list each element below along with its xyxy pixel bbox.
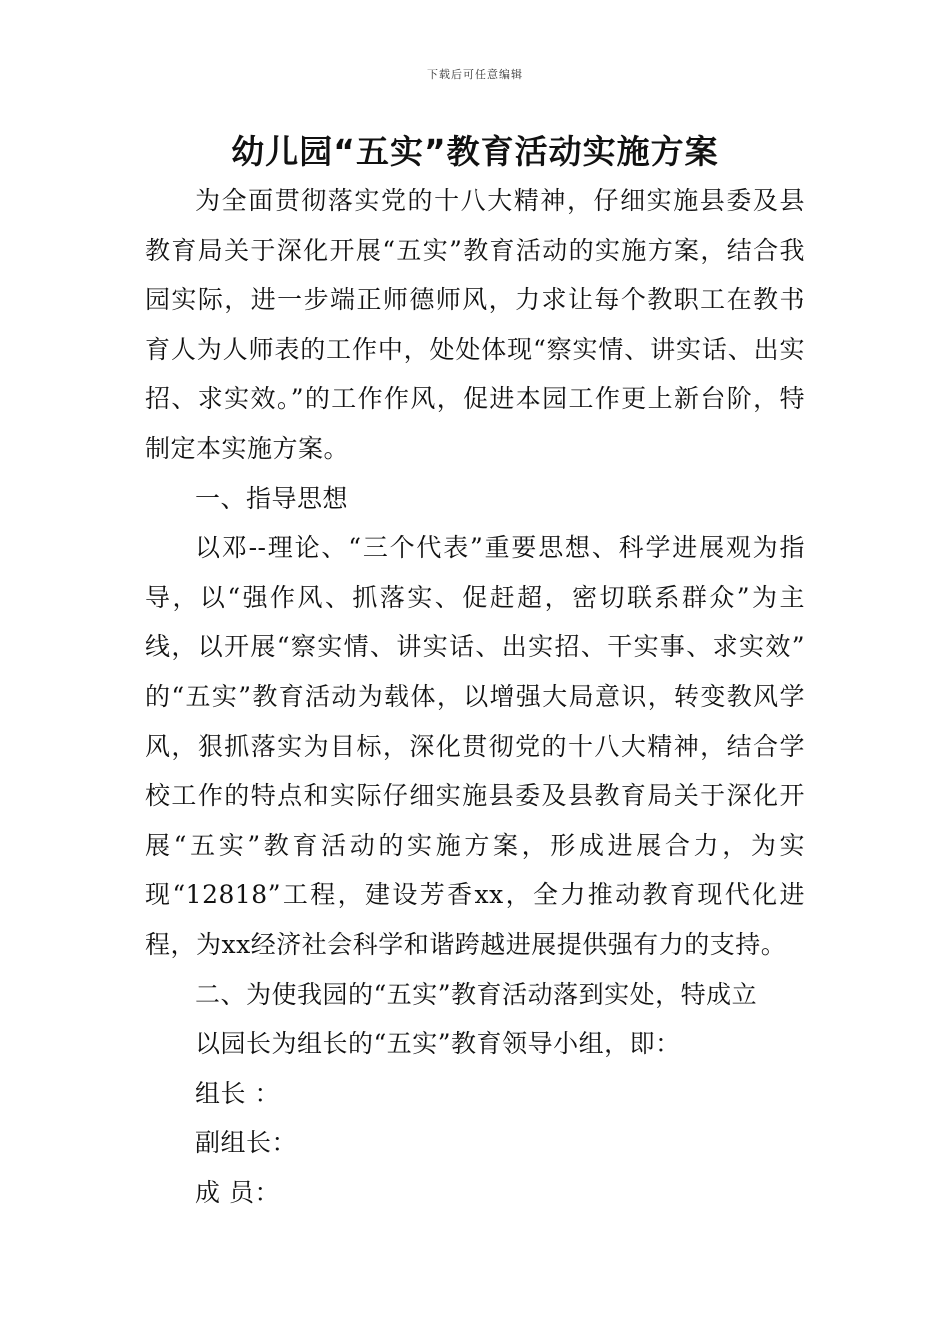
- section-heading-guiding-thought: 一、指导思想: [195, 483, 349, 513]
- header-note: 下载后可任意编辑: [427, 68, 523, 81]
- document-title: 幼儿园“五实”教育活动实施方案: [231, 132, 719, 171]
- guiding-thought-paragraph: 以邓--理论、“三个代表”重要思想、科学进展观为指导，以“强作风、抓落实、促赶超，密切联系群众”为主线，以开展“察实情、讲实话、出实招、干实事、求实效” 的“五实”教育活动为载体，以增强大局意识，转变教风学风，狠抓落实为目标，深化贯彻党的十八大精神，结合学校工作的特点和实际仔细实施县委及县教育局关于深化开展“五实”教育活动的实施方案，形成进展合力，为实现“12818”工程，建设芳香xx，全力推动教育现代化进程，为xx经济社会科学和谐跨越进展提供强有力的支持。: [145, 533, 805, 959]
- members-line: 成 员：: [195, 1177, 280, 1207]
- document-body: [145, 176, 805, 1217]
- section-heading-leadership-group: 二、为使我园的“五实”教育活动落到实处，特成立: [195, 979, 758, 1009]
- leadership-group-intro: 以园长为组长的“五实”教育领导小组，即：: [195, 1029, 681, 1059]
- intro-paragraph: 为全面贯彻落实党的十八大精神，仔细实施县委及县教育局关于深化开展“五实”教育活动的实施方案，结合我园实际，进一步端正师德师风，力求让每个教职工在教书育人为人师表的工作中，处处体现“察实情、讲实话、出实招、求实效。”的工作作风，促进本园工作更上新台阶，特制定本实施方案。: [145, 186, 805, 463]
- deputy-leader-line: 副组长：: [195, 1128, 298, 1158]
- group-leader-line: 组长 ：: [195, 1078, 280, 1108]
